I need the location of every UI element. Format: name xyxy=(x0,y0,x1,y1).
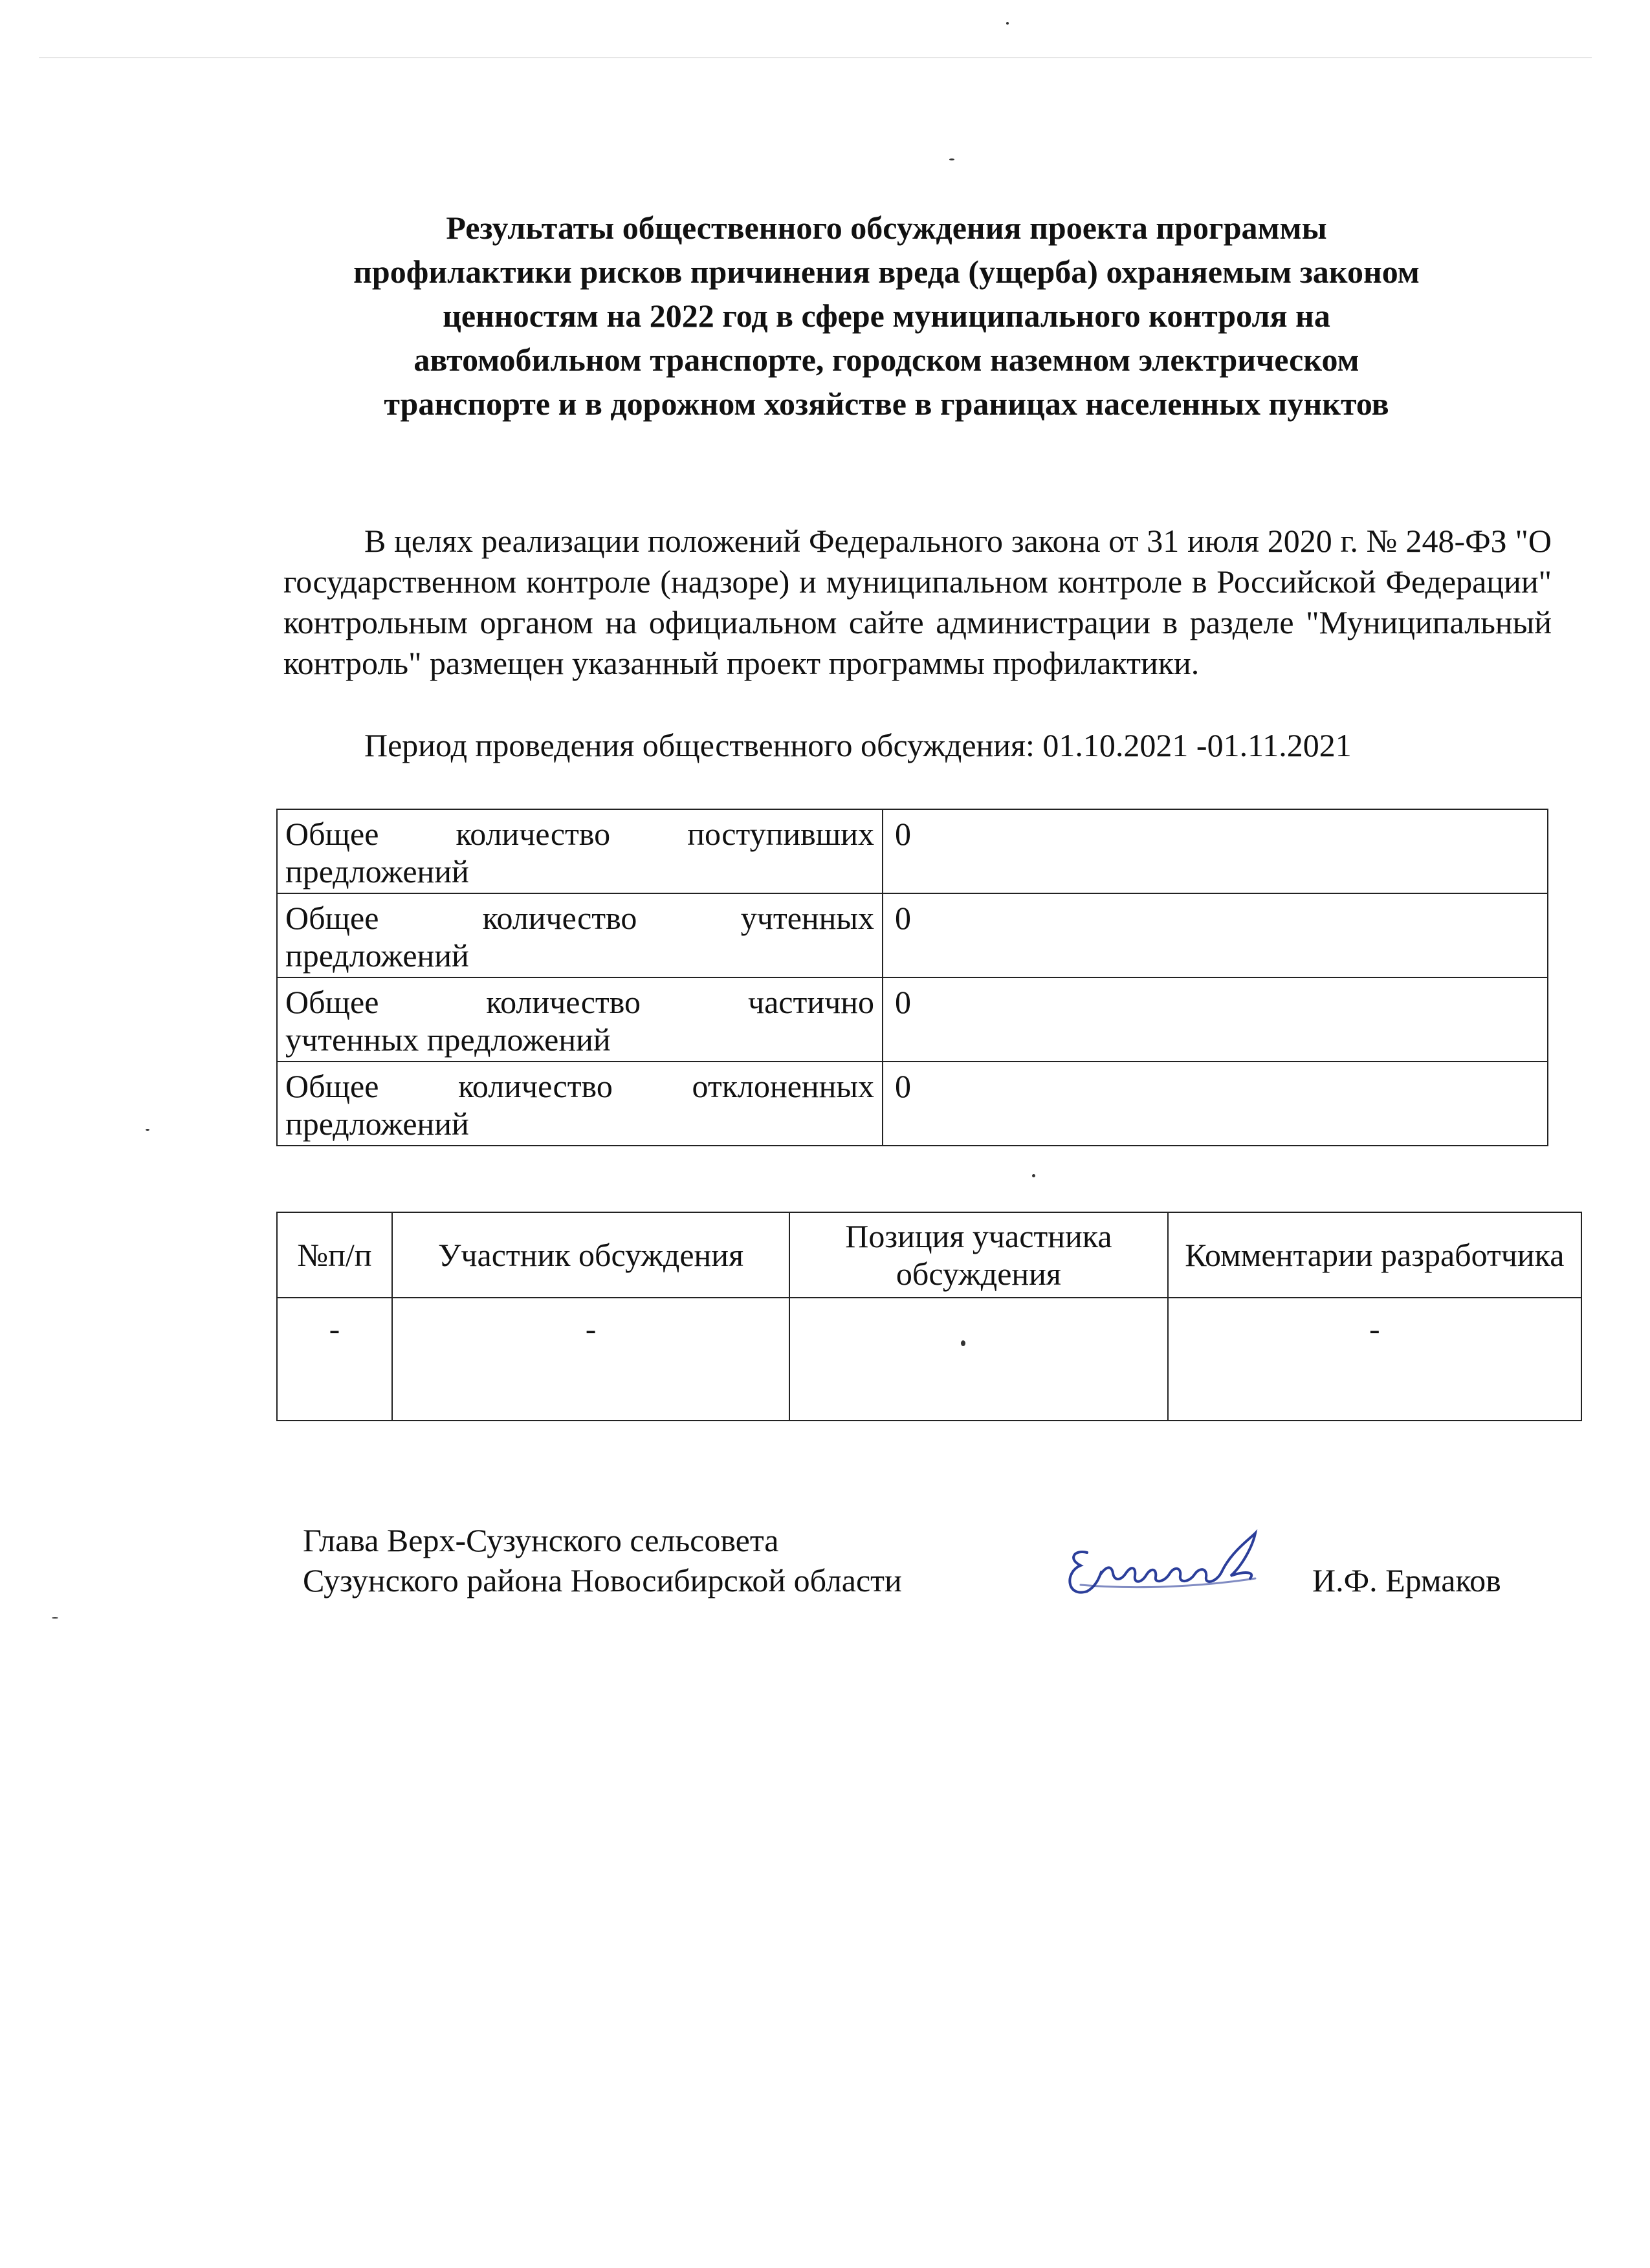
summary-label xyxy=(277,977,883,1062)
summary-label-line: учтенных предложений xyxy=(285,1021,611,1058)
title-line: профилактики рисков причинения вреда (ущерба) охраняемым законом xyxy=(353,254,1420,290)
title-line: ценностям на 2022 год в сфере муниципального контроля на xyxy=(443,298,1330,334)
title-line: Результаты общественного обсуждения проекта программы xyxy=(446,210,1327,246)
column-header-number: №п/п xyxy=(277,1212,392,1298)
summary-label xyxy=(277,809,883,893)
table-row xyxy=(277,977,1548,1062)
table-cell: - xyxy=(392,1298,789,1421)
summary-value: 0 xyxy=(883,893,1548,977)
intro-text: В целях реализации положений Федерального закона от 31 июля 2020 г. № 248-ФЗ "О государственном контроле (надзоре) и муниципальном контроле в Российской Федерации" контрольным органом на официальном сайте администрации в разделе "Муниципальный контроль" размещен указанный проект программы профилактики. xyxy=(283,523,1552,681)
table-row xyxy=(277,893,1548,977)
summary-value: 0 xyxy=(883,1062,1548,1146)
summary-label-line: предложений xyxy=(285,853,469,889)
summary-label xyxy=(277,893,883,977)
title-line: автомобильном транспорте, городском наземном электрическом xyxy=(413,342,1359,378)
column-header-position: Позиция участника обсуждения xyxy=(789,1212,1167,1298)
period-text: Период проведения общественного обсуждения: 01.10.2021 -01.11.2021 xyxy=(364,727,1352,763)
summary-label-line: предложений xyxy=(285,1106,469,1142)
summary-label-line: Общее количество частично xyxy=(285,984,874,1020)
scan-speck xyxy=(1032,1174,1035,1177)
summary-table xyxy=(276,809,1548,1146)
summary-label xyxy=(277,1062,883,1146)
column-header-comments: Комментарии разработчика xyxy=(1168,1212,1581,1298)
summary-value: 0 xyxy=(883,809,1548,893)
document-title xyxy=(194,206,1579,426)
intro-paragraph xyxy=(283,521,1552,684)
signatory-position xyxy=(303,1520,902,1600)
column-header-participant: Участник обсуждения xyxy=(392,1212,789,1298)
scan-speck xyxy=(146,1129,149,1131)
summary-label-line: Общее количество отклоненных xyxy=(285,1068,874,1104)
summary-label-line: Общее количество поступивших xyxy=(285,816,874,852)
table-cell: - xyxy=(1168,1298,1581,1421)
handwritten-signature xyxy=(1061,1514,1301,1624)
summary-label-line: Общее количество учтенных xyxy=(285,900,874,936)
table-row xyxy=(277,1062,1548,1146)
scan-speck xyxy=(949,158,954,160)
scan-edge-line xyxy=(39,57,1592,58)
table-header-row xyxy=(277,1212,1581,1298)
table-cell: - xyxy=(277,1298,392,1421)
table-row xyxy=(277,1298,1581,1421)
position-line: Сузунского района Новосибирской области xyxy=(303,1562,902,1598)
summary-value: 0 xyxy=(883,977,1548,1062)
title-line: транспорте и в дорожном хозяйстве в границах населенных пунктов xyxy=(384,386,1389,422)
position-line: Глава Верх-Сузунского сельсовета xyxy=(303,1522,779,1558)
table-row xyxy=(277,809,1548,893)
scan-speck xyxy=(1006,22,1009,25)
table-cell xyxy=(789,1298,1167,1421)
signatory-name: И.Ф. Ермаков xyxy=(1312,1562,1501,1598)
participants-table xyxy=(276,1212,1582,1421)
scan-speck xyxy=(52,1617,58,1619)
summary-label-line: предложений xyxy=(285,937,469,974)
